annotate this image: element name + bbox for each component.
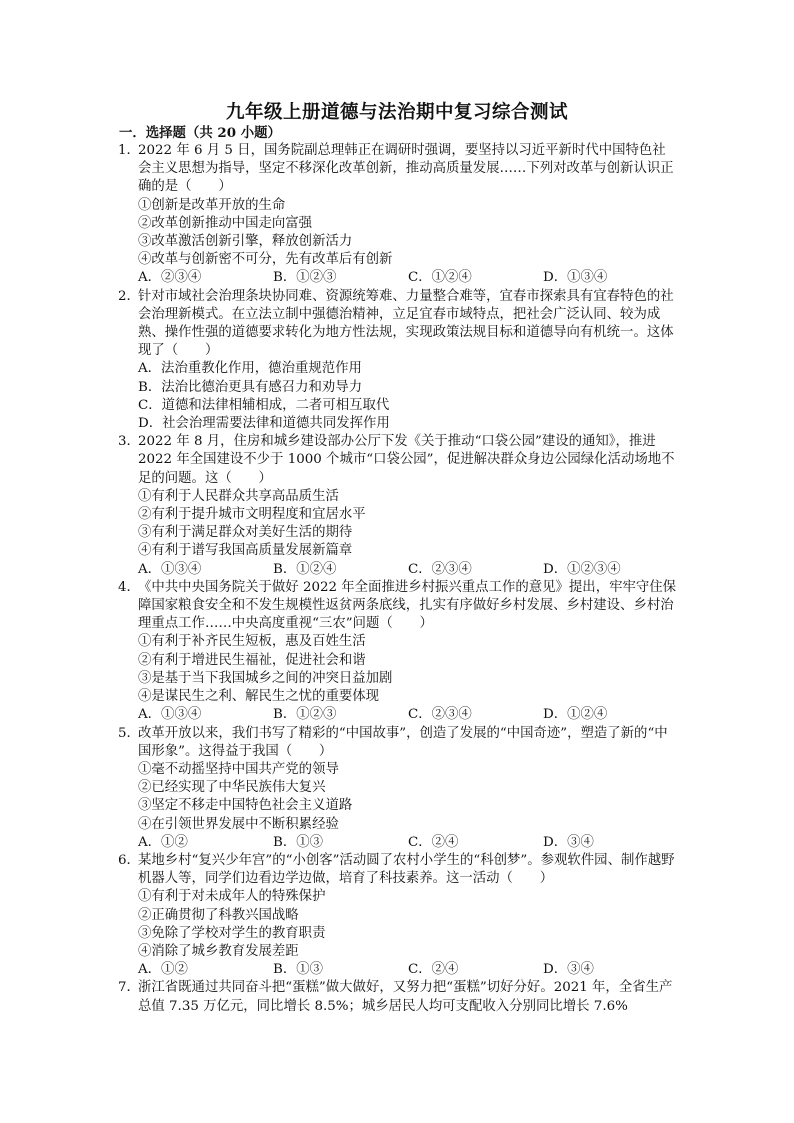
choice-a: A．①③④ <box>138 561 202 577</box>
question-number: 7． <box>118 980 140 996</box>
question-number: 6． <box>118 852 140 868</box>
choice-c: C．②③④ <box>408 707 472 723</box>
choice-b: B．①②③ <box>273 270 337 286</box>
statement-2: ②有利于提升城市文明程度和宜居水平 <box>138 507 366 523</box>
choice-d: D．①②③④ <box>543 561 621 577</box>
statement-1: ①有利于对未成年人的特殊保护 <box>138 889 326 905</box>
section-heading: 一．选择题（共 20 小题） <box>119 125 281 141</box>
choice-b: B．①③ <box>273 834 324 850</box>
choice-a: A．法治重教化作用，德治重规范作用 <box>138 361 362 377</box>
choice-a: A．②③④ <box>138 270 202 286</box>
answer-choices <box>118 834 678 852</box>
choice-d: D．社会治理需要法律和道德共同发挥作用 <box>138 416 390 432</box>
statement-3: ③有利于满足群众对美好生活的期待 <box>138 525 353 541</box>
question-number: 5． <box>118 725 140 741</box>
answer-choices <box>118 561 678 579</box>
statement-3: ③是基于当下我国城乡之间的冲突日益加剧 <box>138 670 393 686</box>
statement-4: ④在引领世界发展中不断积累经验 <box>138 816 339 832</box>
question-stem: 《中共中央国务院关于做好 2022 年全面推进乡村振兴重点工作的意见》提出，牢牢守住保障国家粮食安全和不发生规模性返贫两条底线，扎实有序做好乡村发展、乡村建设、乡村治理重点工作……中央高度重视“三农”问题（ ） <box>138 579 677 632</box>
statement-2: ②已经实现了中华民族伟大复兴 <box>138 780 326 796</box>
choice-d: D．③④ <box>543 834 594 850</box>
question-number: 3． <box>118 434 140 450</box>
choice-b: B．①②④ <box>273 561 337 577</box>
choice-b: B．①②③ <box>273 707 337 723</box>
question-7 <box>118 979 678 1015</box>
answer-choices <box>118 706 678 724</box>
question-3 <box>118 433 678 579</box>
statement-3: ③坚定不移走中国特色社会主义道路 <box>138 798 353 814</box>
statement-4: ④改革与创新密不可分，先有改革后有创新 <box>138 252 393 268</box>
question-5 <box>118 725 678 852</box>
statement-1: ①创新是改革开放的生命 <box>138 197 286 213</box>
statement-1: ①有利于补齐民生短板，惠及百姓生活 <box>138 634 366 650</box>
question-stem: 2022 年 6 月 5 日，国务院副总理韩正在调研时强调，要坚持以习近平新时代中国特色社会主义思想为指导，坚定不移深化改革创新，推动高质量发展……下列对改革与创新认识正确的是（ ） <box>138 143 674 195</box>
question-number: 2． <box>118 288 140 304</box>
choice-d: D．①②④ <box>543 707 608 723</box>
answer-choices <box>118 961 678 979</box>
answer-choices <box>118 269 678 287</box>
statement-1: ①有利于人民群众共享高品质生活 <box>138 488 339 504</box>
choice-a: A．①③④ <box>138 707 202 723</box>
statement-2: ②有利于增进民生福祉，促进社会和谐 <box>138 652 366 668</box>
choice-c: C．②④ <box>408 834 459 850</box>
question-stem: 针对市域社会治理条块协同难、资源统筹难、力量整合难等，宜春市探索具有宜春特色的社会治理新模式。在立法立制中强德治精神，立足宜春市域特点，把社会广泛认同、较为成熟、操作性强的道德要求转化为地方性法规，实现政策法规目标和道德导向有机统一。这体现了（ ） <box>138 288 674 359</box>
statement-2: ②正确贯彻了科教兴国战略 <box>138 907 299 923</box>
question-stem: 改革开放以来，我们书写了精彩的“中国故事”，创造了发展的“中国奇迹”，塑造了新的“中国形象”。这得益于我国（ ） <box>138 725 668 759</box>
choice-a: A．①② <box>138 834 188 850</box>
choice-a: A．①② <box>138 962 188 978</box>
question-4 <box>118 579 678 725</box>
statement-3: ③改革激活创新引擎，释放创新活力 <box>138 234 353 250</box>
choice-c: C．①②④ <box>408 270 472 286</box>
statement-1: ①毫不动摇坚持中国共产党的领导 <box>138 761 339 777</box>
choice-c: C．②③④ <box>408 561 472 577</box>
question-number: 1． <box>118 143 140 158</box>
statement-4: ④是谋民生之利、解民生之忧的重要体现 <box>138 689 380 705</box>
choice-d: D．③④ <box>543 962 594 978</box>
choice-b: B．法治比德治更具有感召力和劝导力 <box>138 379 363 395</box>
question-stem: 浙江省既通过共同奋斗把“蛋糕”做大做好，又努力把“蛋糕”切好分好。2021 年，全省生产总值 7.35 万亿元，同比增长 8.5%；城乡居民人均可支配收入分别同比增长 7.6% <box>138 980 673 1014</box>
choice-c: C．②④ <box>408 962 459 978</box>
question-number: 4． <box>118 579 140 595</box>
question-1 <box>118 142 678 288</box>
statement-2: ②改革创新推动中国走向富强 <box>138 215 313 231</box>
choice-c: C．道德和法律相辅相成，二者可相互取代 <box>138 397 390 413</box>
question-2 <box>118 288 678 434</box>
question-list <box>118 142 678 1016</box>
statement-4: ④消除了城乡教育发展差距 <box>138 943 299 959</box>
statement-4: ④有利于谱写我国高质量发展新篇章 <box>138 543 353 559</box>
choice-d: D．①③④ <box>543 270 608 286</box>
question-stem: 某地乡村“复兴少年宫”的“小创客”活动圆了农村小学生的“科创梦”。参观软件园、制作越野机器人等，同学们边看边学边做，培育了科技素养。这一活动（ ） <box>138 852 675 887</box>
choice-b: B．①③ <box>273 962 324 978</box>
question-6 <box>118 852 678 979</box>
question-stem: 2022 年 8 月，住房和城乡建设部办公厅下发《关于推动“口袋公园”建设的通知》，推进 2022 年全国建设不少于 1000 个城市“口袋公园”，促进解决群众身边公园绿化活动场地不足的问题。这（ ） <box>138 434 675 486</box>
statement-3: ③免除了学校对学生的教育职责 <box>138 925 326 941</box>
page-title: 九年级上册道德与法治期中复习综合测试 <box>225 102 568 123</box>
